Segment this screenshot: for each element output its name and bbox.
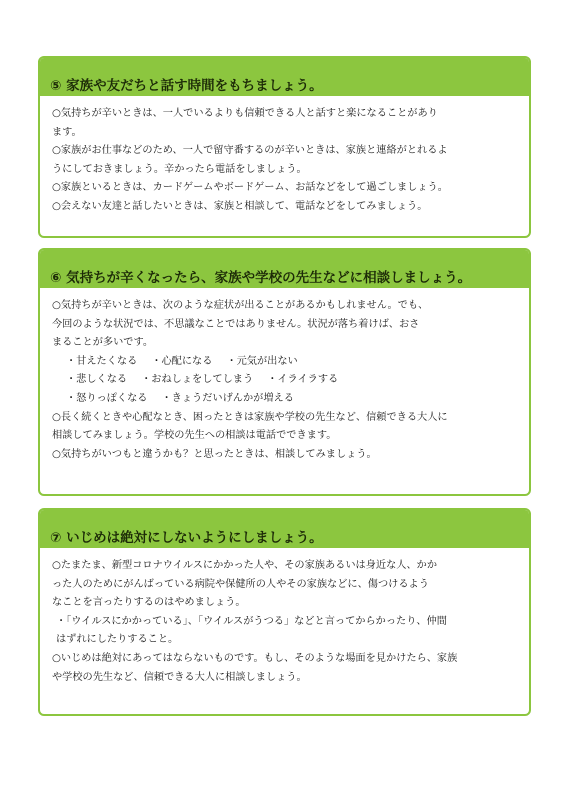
paragraph	[52, 647, 521, 684]
paragraph-line: った人のためにがんばっている病院や保健所の人やその家族などに、傷つけるよう	[52, 578, 429, 590]
symptom-item: ・イライラする	[267, 374, 339, 386]
paragraph-line: うにしておきましょう。辛かったら電話をしましょう。	[52, 163, 307, 175]
section-6-body	[40, 288, 529, 465]
symptom-item: ・怒りっぽくなる	[66, 392, 148, 404]
paragraph-line: ○会えない友達と話したいときは、家族と相談して、電話などをしてみましょう。	[52, 200, 428, 212]
paragraph	[52, 195, 521, 214]
paragraph	[52, 294, 521, 350]
symptom-row	[66, 368, 521, 387]
paragraph	[52, 176, 521, 195]
paragraph	[52, 139, 521, 176]
paragraph	[52, 102, 521, 139]
paragraph-line: や学校の先生など、信頼できる大人に相談しましょう。	[52, 671, 307, 683]
paragraph-line: ○気持ちが辛いときは、一人でいるよりも信頼できる人と話すと楽になることがあり	[52, 108, 438, 119]
paragraph-line: まることが多いです。	[52, 337, 154, 349]
paragraph-line: ○気持ちがいつもと違うかも？と思ったときは、相談してみましょう。	[52, 448, 377, 460]
paragraph-line: ○家族がお仕事などのため、一人で留守番するのが辛いときは、家族と連絡がとれるよ	[52, 145, 448, 157]
symptom-item: ・悲しくなる	[66, 374, 128, 386]
symptom-item: ・きょうだいげんかが増える	[161, 392, 294, 404]
paragraph-line: 今回のような状況では、不思議なことではありません。状況が落ち着けば、おさ	[52, 318, 420, 330]
paragraph-line: 相談してみましょう。学校の先生への相談は電話でできます。	[52, 430, 337, 442]
section-7-body	[40, 548, 529, 688]
paragraph-line: ます。	[52, 126, 82, 138]
section-5	[38, 56, 531, 238]
symptom-item: ・心配になる	[151, 355, 213, 367]
symptom-item: ・甘えたくなる	[66, 355, 138, 367]
section-7	[38, 508, 531, 716]
paragraph	[52, 610, 521, 647]
symptom-item: ・元気が出ない	[226, 355, 298, 367]
paragraph	[52, 406, 521, 443]
symptom-item: ・おねしょをしてしまう	[141, 374, 254, 386]
symptom-row	[66, 356, 521, 369]
paragraph-line: ・「ウイルスにかかっている」、「ウイルスがうつる」などと言ってからかったり、仲間	[56, 615, 447, 627]
paragraph-line: ○気持ちが辛いときは、次のような症状が出ることがあるかもしれません。でも、	[52, 300, 429, 311]
paragraph	[52, 443, 521, 462]
section-5-title: ⑤ 家族や友だちと話す時間をもちましょう。	[40, 58, 529, 96]
symptom-row	[66, 387, 521, 406]
paragraph-line: はずれにしたりすること。	[56, 634, 179, 646]
paragraph	[52, 554, 521, 610]
section-7-title: ⑦ いじめは絶対にしないようにしましょう。	[40, 510, 529, 548]
section-6-title: ⑥ 気持ちが辛くなったら、家族や学校の先生などに相談しましょう。	[40, 250, 529, 288]
symptom-list	[52, 350, 521, 406]
paragraph-line: ○長く続くときや心配なとき、困ったときは家族や学校の先生など、信頼できる大人に	[52, 411, 448, 423]
paragraph-line: ○いじめは絶対にあってはならないものです。もし、そのような場面を見かけたら、家族	[52, 652, 458, 664]
paragraph-line: ○家族といるときは、カードゲームやボードゲーム、お話などをして過ごしましょう。	[52, 182, 448, 194]
paragraph-line: なことを言ったりするのはやめましょう。	[52, 597, 246, 609]
section-5-body	[40, 96, 529, 218]
section-6	[38, 248, 531, 496]
paragraph-line: ○たまたま、新型コロナウイルスにかかった人や、その家族あるいは身近な人、かか	[52, 560, 438, 571]
